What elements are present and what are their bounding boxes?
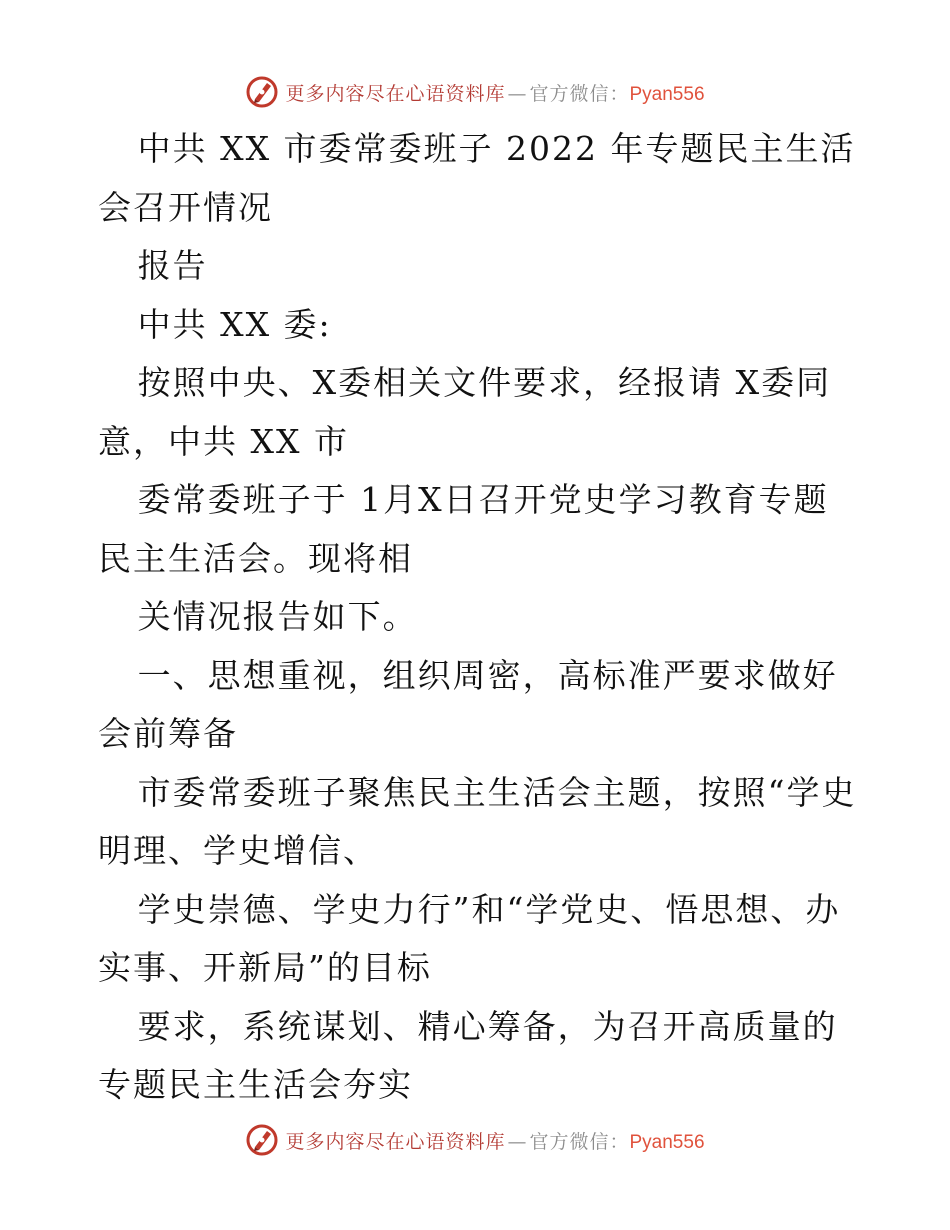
pen-logo-icon — [245, 1123, 279, 1157]
watermark-text — [285, 1127, 704, 1154]
document-addressee: 中共 XX 委: — [137, 304, 332, 344]
watermark-dash: — — [507, 1130, 528, 1153]
document-paragraph: 关情况报告如下。 — [137, 597, 418, 636]
document-paragraph: 要求，系统谋划、精心筹备，为召开高质量的专题民主生活会夯实 — [98, 1006, 838, 1104]
watermark-wechat-id: Pyan556 — [629, 1131, 705, 1153]
section-heading: 一、思想重视，组织周密，高标准严要求做好会前筹备 — [98, 655, 838, 753]
document-subtitle: 报告 — [137, 246, 208, 285]
document-title: 中共 XX 市委常委班子 2022 年专题民主生活会召开情况 — [98, 129, 856, 227]
watermark-dash: — — [507, 82, 528, 105]
pen-logo-icon — [245, 75, 279, 109]
header-watermark — [0, 72, 950, 112]
document-paragraph: 学史崇德、学史力行”和“学党史、悟思想、办实事、开新局”的目标 — [98, 889, 841, 987]
watermark-wechat-label: 官方微信： — [529, 1130, 630, 1153]
watermark-wechat-id: Pyan556 — [629, 83, 705, 105]
watermark-text — [285, 79, 704, 106]
footer-watermark — [0, 1120, 950, 1160]
watermark-brand: 更多内容尽在心语资料库 — [285, 82, 506, 105]
watermark-wechat-label: 官方微信： — [529, 82, 630, 105]
document-paragraph: 委常委班子于 1月X日召开党史学习教育专题民主生活会。现将相 — [98, 480, 829, 578]
document-paragraph: 按照中央、X委相关文件要求，经报请 X委同意，中共 XX 市 — [98, 363, 832, 461]
document-body — [98, 120, 858, 1115]
document-paragraph: 市委常委班子聚焦民主生活会主题，按照“学史明理、学史增信、 — [98, 772, 857, 870]
watermark-brand: 更多内容尽在心语资料库 — [285, 1130, 506, 1153]
